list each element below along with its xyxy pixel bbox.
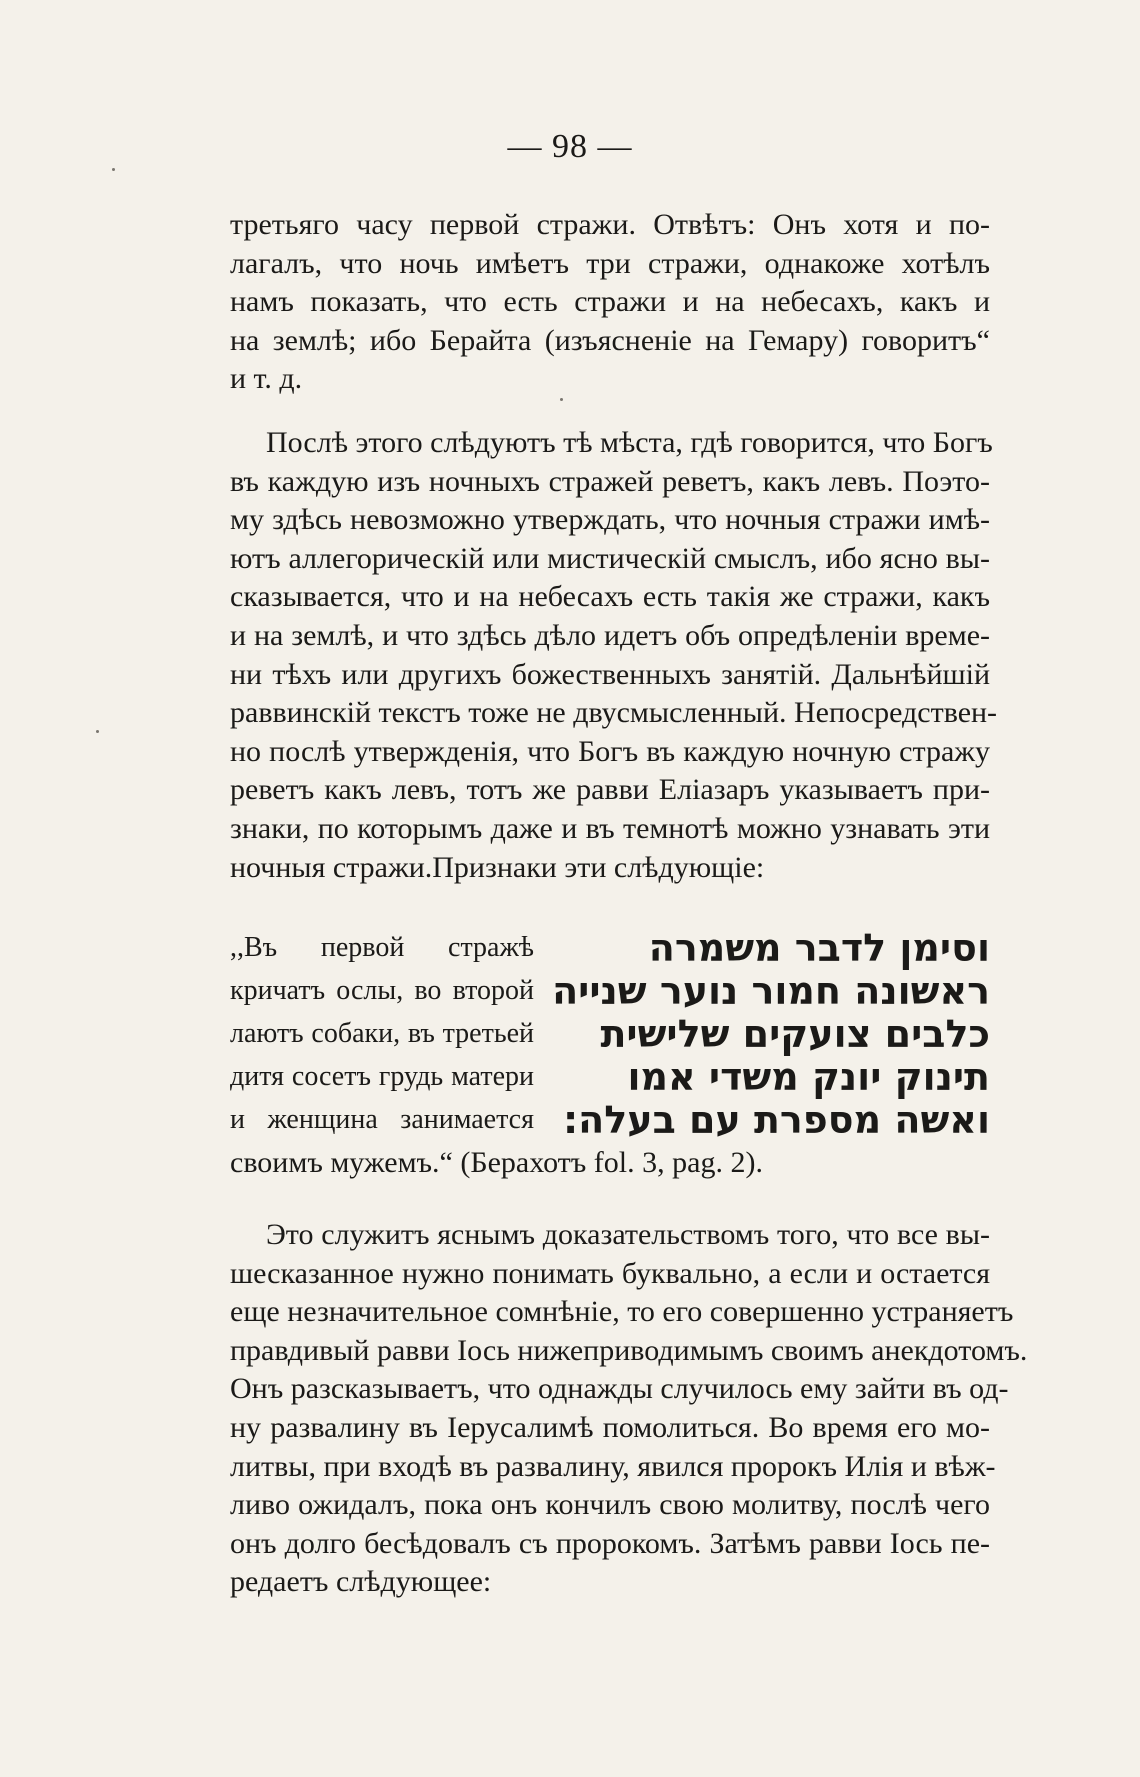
- text-line: онъ долго бесѣдовалъ съ пророкомъ. Затѣмъ равви Іось пе-: [230, 1526, 990, 1560]
- paper-speck: [96, 730, 99, 733]
- text-line: Онъ разсказываетъ, что однажды случилось ему зайти въ од-: [230, 1372, 1009, 1406]
- text-line: и на землѣ, и что здѣсь дѣло идетъ объ опредѣленіи време-: [230, 618, 990, 652]
- text-line: на землѣ; ибо Берайта (изъясненіе на Гемару) говоритъ“: [230, 323, 990, 357]
- text-line: ливо ожидалъ, пока онъ кончилъ свою молитву, послѣ чего: [230, 1488, 990, 1522]
- quote-row: [230, 1012, 990, 1055]
- text-line: намъ показать, что есть стражи и на небесахъ, какъ и: [230, 285, 990, 319]
- text-line: литвы, при входѣ въ развалину, явился пророкъ Илія и вѣж-: [230, 1449, 996, 1483]
- continuation-paragraph: [230, 206, 990, 399]
- text-line: ютъ аллегорическій или мистическій смыслъ, ибо ясно вы-: [230, 541, 990, 575]
- text-line: ни тѣхъ или другихъ божественныхъ занятій. Дальнѣйшій: [230, 657, 990, 691]
- text-line: му здѣсь невозможно утверждать, что ночныя стражи имѣ-: [230, 503, 990, 537]
- bilingual-quote: [230, 926, 990, 1141]
- paper-speck: [560, 398, 563, 401]
- quote-russian-line: кричатъ ослы, во второй: [230, 974, 534, 1006]
- quote-hebrew-line: ראשונה חמור נוער שנייה: [552, 968, 990, 1013]
- paragraph-3: [230, 1216, 1028, 1602]
- text-line: редаетъ слѣдующее:: [230, 1565, 492, 1599]
- text-line: сказывается, что и на небесахъ есть такія же стражи, какъ: [230, 580, 990, 614]
- text-line: и т. д.: [230, 362, 303, 396]
- paper-speck: [112, 168, 115, 171]
- text-line: реветъ какъ левъ, тотъ же равви Еліазаръ указываетъ при-: [230, 773, 990, 807]
- quote-hebrew-line: ואשה מספרת עם בעלה:: [562, 1097, 990, 1142]
- text-line: шесказанное нужно понимать буквально, а если и остается: [230, 1256, 990, 1290]
- text-line: ну развалину въ Іерусалимѣ помолиться. Во время его мо-: [230, 1410, 990, 1444]
- text-line: Это служитъ яснымъ доказательствомъ того, что все вы-: [266, 1218, 990, 1251]
- text-line: еще незначительное сомнѣніе, то его совершенно устраняетъ: [230, 1295, 1014, 1329]
- text-line: ночныя стражи.Признаки эти слѣдующіе:: [230, 850, 765, 884]
- quote-russian-line: и женщина занимается: [230, 1103, 534, 1135]
- text-line: третьяго часу первой стражи. Отвѣтъ: Онъ хотя и по-: [230, 208, 990, 241]
- quote-row: [230, 1098, 990, 1141]
- quote-hebrew-line: וסימן לדבר משמרה: [648, 925, 990, 970]
- page-number: — 98 —: [507, 128, 633, 165]
- quote-russian-line: дитя сосетъ грудь матери: [230, 1060, 534, 1092]
- quote-hebrew-line: תינוק יונק משדי אמו: [627, 1054, 990, 1099]
- text-line: лагалъ, что ночь имѣетъ три стражи, однакоже хотѣлъ: [230, 246, 990, 280]
- quote-hebrew-line: כלבים צועקים שלישית: [600, 1011, 990, 1056]
- quote-closing-line: своимъ мужемъ.“ (Берахотъ fol. 3, pag. 2).: [230, 1146, 763, 1179]
- text-line: Послѣ этого слѣдуютъ тѣ мѣста, гдѣ говорится, что Богъ: [266, 426, 993, 459]
- paragraph-2: [230, 424, 998, 887]
- quote-row: [230, 969, 990, 1012]
- quote-row: [230, 926, 990, 969]
- text-line: въ каждую изъ ночныхъ стражей реветъ, какъ левъ. Поэто-: [230, 464, 990, 498]
- text-line: раввинскій текстъ тоже не двусмысленный. Непосредствен-: [230, 696, 998, 730]
- quote-russian-line: ,,Въ первой стражѣ: [230, 931, 534, 963]
- text-line: знаки, по которымъ даже и въ темнотѣ можно узнавать эти: [230, 811, 990, 845]
- quote-row: [230, 1055, 990, 1098]
- text-line: но послѣ утвержденія, что Богъ въ каждую ночную стражу: [230, 734, 990, 768]
- quote-russian-line: лаютъ собаки, въ третьей: [230, 1017, 534, 1049]
- text-line: правдивый равви Іось нижеприводимымъ своимъ анекдотомъ.: [230, 1333, 1028, 1367]
